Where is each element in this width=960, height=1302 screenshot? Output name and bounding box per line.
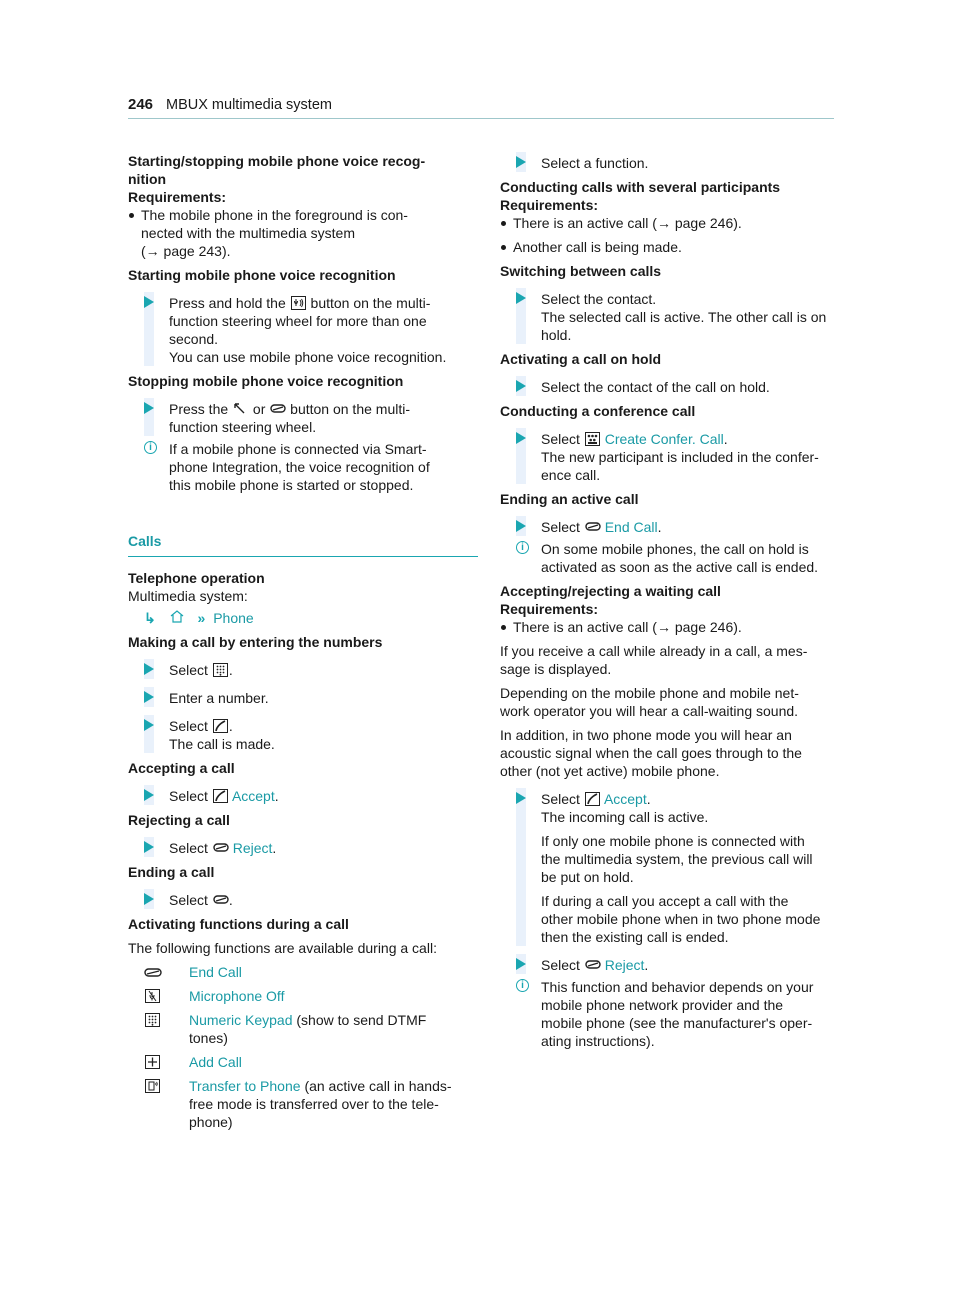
nav-item-phone[interactable]: Phone — [213, 610, 254, 626]
stop-voice-step: Press the or button on the multi- function steering wheel. — [144, 398, 478, 436]
voice-req-label: Requirements: — [128, 189, 227, 205]
step-arrow-icon — [144, 841, 154, 853]
waiting-paragraph-2: Depending on the mobile phone and mobile net- work operator you will hear a call-waiting sound. — [500, 685, 799, 719]
end-call-icon — [270, 402, 285, 416]
select-function-step: Select a function. — [516, 152, 834, 172]
step-arrow-icon — [144, 296, 154, 308]
info-icon: i — [516, 541, 529, 554]
switch-heading: Switching between calls — [500, 263, 662, 279]
keypad-icon — [145, 1013, 160, 1027]
function-transfer-to-phone: Transfer to Phone (an active call in hands- free mode is transferred over to the tele- phone) — [128, 1077, 478, 1131]
info-icon: i — [144, 441, 157, 454]
dial-step-1: Select . — [144, 659, 478, 679]
function-numeric-keypad: Numeric Keypad (show to send DTMF tones) — [128, 1011, 478, 1047]
conference-heading: Conducting a conference call — [500, 403, 696, 419]
dial-step-3: Select . The call is made. — [144, 715, 478, 753]
reject-link[interactable]: Reject — [604, 957, 645, 973]
accept-heading: Accepting a call — [128, 760, 235, 776]
end-active-note: i On some mobile phones, the call on hold is activated as soon as the active call is ended. — [500, 540, 834, 576]
create-conference-call-link[interactable]: Create Confer. Call — [604, 431, 724, 447]
add-call-link[interactable]: Add Call — [189, 1054, 242, 1070]
step-arrow-icon — [516, 380, 526, 392]
function-add-call — [128, 1053, 478, 1071]
waiting-paragraph-1: If you receive a call while already in a call, a mes- sage is displayed. — [500, 643, 808, 677]
keypad-icon — [213, 663, 228, 677]
end-call-icon — [144, 965, 162, 983]
nav-arrow-icon: ↳ — [144, 610, 156, 626]
step-arrow-icon — [516, 792, 526, 804]
waiting-accept-step: Select Accept. The incoming call is active. If only one mobile phone is connected with the multimedia system, the previous call will be put on hold. If during a call you accept a call with the other mobile phone when in two phone mode then the existing call is ended. — [516, 788, 834, 946]
start-voice-step: Press and hold the button on the multi- function steering wheel for more than one second. You can use mobile phone voice recognition. — [144, 292, 478, 366]
transfer-to-phone-link[interactable]: Transfer to Phone — [189, 1078, 301, 1094]
list-item: The mobile phone in the foreground is con- nected with the multimedia system (→ page 243). — [128, 206, 478, 260]
double-chevron-icon: » — [197, 610, 206, 626]
end-active-step: Select End Call. — [516, 516, 834, 536]
function-end-call — [128, 963, 478, 981]
back-button-icon — [233, 402, 248, 416]
step-arrow-icon — [516, 432, 526, 444]
functions-heading: Activating functions during a call — [128, 916, 349, 932]
voice-req-list — [128, 206, 478, 260]
step-arrow-icon — [144, 663, 154, 675]
step-arrow-icon — [144, 691, 154, 703]
dial-heading: Making a call by entering the numbers — [128, 634, 383, 650]
waiting-req-label: Requirements: — [500, 601, 599, 617]
voice-heading: Starting/stopping mobile phone voice recog- nition — [128, 153, 426, 187]
reject-link[interactable]: Reject — [232, 840, 273, 856]
step-arrow-icon — [516, 520, 526, 532]
waiting-call-heading: Accepting/rejecting a waiting call — [500, 583, 721, 599]
right-column — [500, 152, 834, 1050]
microphone-off-link[interactable]: Microphone Off — [189, 988, 285, 1004]
end-heading: Ending a call — [128, 864, 215, 880]
page-number: 246 — [128, 96, 154, 113]
multimedia-system-label: Multimedia system: — [128, 588, 248, 604]
step-arrow-icon — [144, 402, 154, 414]
page-header — [128, 94, 834, 119]
step-arrow-icon — [516, 292, 526, 304]
end-call-link[interactable]: End Call — [189, 964, 242, 980]
stop-voice-heading: Stopping mobile phone voice recognition — [128, 373, 404, 389]
switch-step: Select the contact. The selected call is active. The other call is on hold. — [516, 288, 834, 344]
start-voice-heading: Starting mobile phone voice recognition — [128, 267, 396, 283]
accept-call-icon — [213, 719, 228, 733]
telephone-operation-heading: Telephone operation — [128, 570, 265, 586]
waiting-req-list — [500, 618, 834, 636]
waiting-reject-step: Select Reject. — [516, 954, 834, 974]
end-call-icon — [585, 520, 600, 534]
functions-intro: The following functions are available during a call: — [128, 940, 437, 956]
end-step: Select . — [144, 889, 478, 909]
step-arrow-icon — [516, 958, 526, 970]
list-item: There is an active call (→ page 246). — [500, 214, 834, 232]
dial-step-2: Enter a number. — [144, 687, 478, 707]
left-column — [128, 152, 478, 1131]
hold-step: Select the contact of the call on hold. — [516, 376, 834, 396]
multi-req-label: Requirements: — [500, 197, 599, 213]
multi-participant-heading: Conducting calls with several participants — [500, 179, 781, 195]
accept-step: Select Accept. — [144, 785, 478, 805]
conference-step: Select Create Confer. Call. The new participant is included in the confer- ence call. — [516, 428, 834, 484]
end-call-icon — [585, 958, 600, 972]
list-item: There is an active call (→ page 246). — [500, 618, 834, 636]
final-note: i This function and behavior depends on your mobile phone network provider and the mobile phone (see the manufacturer's oper- ating instructions). — [500, 978, 834, 1050]
hold-heading: Activating a call on hold — [500, 351, 662, 367]
reject-step: Select Reject. — [144, 837, 478, 857]
accept-link[interactable]: Accept — [231, 788, 275, 804]
plus-icon — [145, 1055, 160, 1069]
info-icon: i — [516, 979, 529, 992]
step-arrow-icon — [144, 719, 154, 731]
end-call-icon — [213, 841, 228, 855]
page-title: MBUX multimedia system — [166, 97, 332, 113]
end-call-icon — [213, 893, 228, 907]
microphone-off-icon — [145, 989, 160, 1003]
conference-icon — [585, 432, 600, 446]
home-icon — [170, 609, 184, 627]
step-arrow-icon — [516, 156, 526, 168]
step-arrow-icon — [144, 893, 154, 905]
numeric-keypad-link[interactable]: Numeric Keypad — [189, 1012, 293, 1028]
voice-note: i If a mobile phone is connected via Smart- phone Integration, the voice recognition of this mobile phone is started or stopped. — [128, 440, 478, 494]
step-arrow-icon — [144, 789, 154, 801]
end-active-heading: Ending an active call — [500, 491, 639, 507]
function-microphone-off — [128, 987, 478, 1005]
multi-req-list — [500, 214, 834, 256]
end-call-link[interactable]: End Call — [604, 519, 658, 535]
accept-call-icon — [585, 792, 600, 806]
calls-section-title: Calls — [128, 532, 478, 557]
list-item: Another call is being made. — [500, 238, 834, 256]
nav-path — [144, 609, 478, 627]
reject-heading: Rejecting a call — [128, 812, 230, 828]
accept-call-icon — [213, 789, 228, 803]
transfer-phone-icon — [145, 1079, 160, 1093]
waiting-paragraph-3: In addition, in two phone mode you will hear an acoustic signal when the call goes through to the other (not yet active) mobile phone. — [500, 727, 802, 779]
accept-link[interactable]: Accept — [603, 791, 647, 807]
voice-button-icon — [291, 296, 306, 310]
